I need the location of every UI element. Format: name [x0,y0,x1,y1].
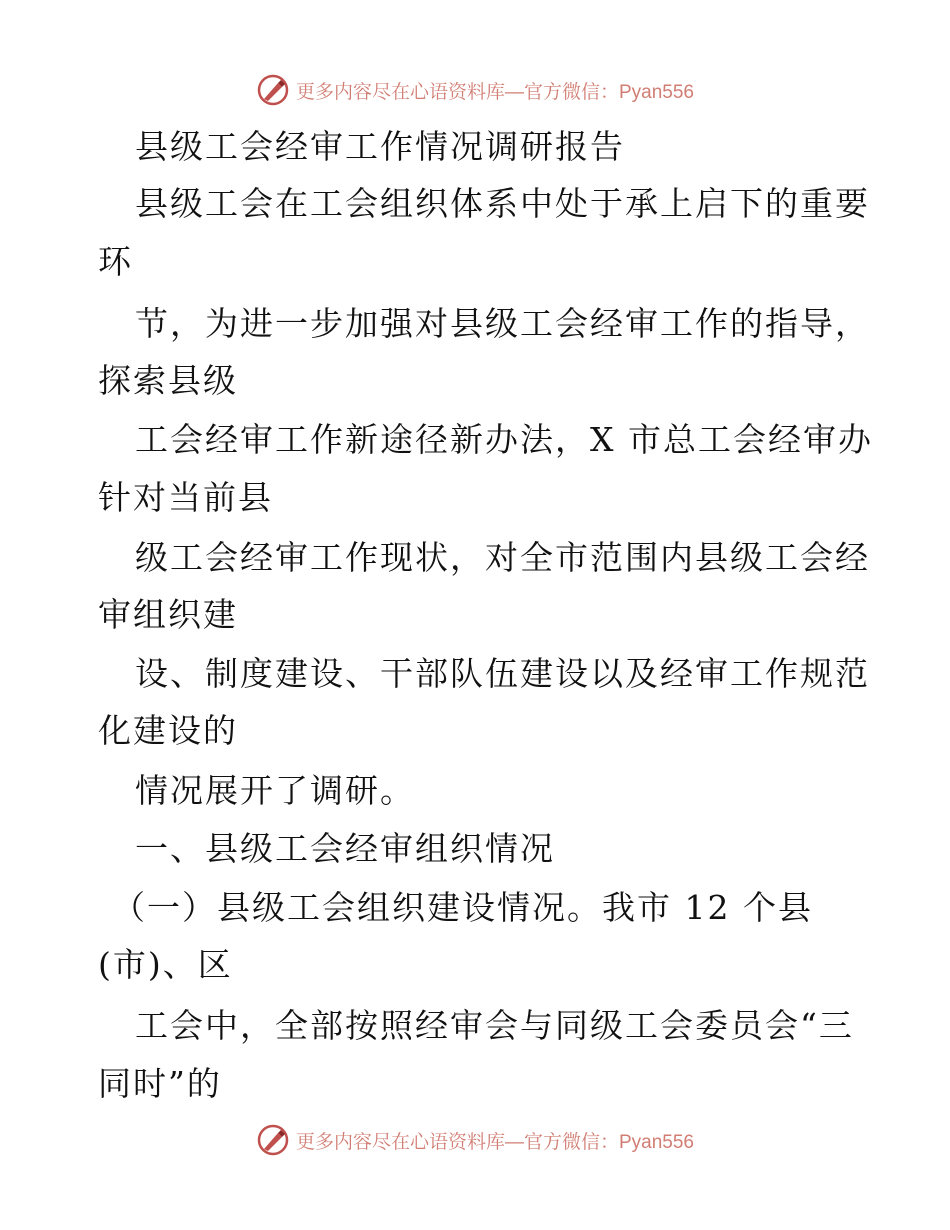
paragraph-line: 同时”的 [98,1064,222,1103]
footer-watermark-banner [0,1120,950,1160]
paragraph-line: 县级工会在工会组织体系中处于承上启下的重要 [135,184,870,223]
paragraph-line: (市)、区 [98,945,233,984]
document-title: 县级工会经审工作情况调研报告 [135,127,625,166]
paragraph-line: 工会中，全部按照经审会与同级工会委员会“三 [135,1006,854,1045]
pen-logo-icon [256,73,290,107]
paragraph-line: 级工会经审工作现状，对全市范围内县级工会经 [135,538,870,577]
paragraph-line: 针对当前县 [98,478,273,517]
paragraph-line: 化建设的 [98,711,238,750]
paragraph-line: 环 [98,242,133,281]
header-watermark-banner [0,70,950,110]
paragraph-line: 探索县级 [98,361,238,400]
pen-logo-icon [256,1123,290,1157]
paragraph-line: 工会经审工作新途径新办法，X 市总工会经审办 [135,420,873,459]
watermark-text: 更多内容尽在心语资料库—官方微信：Pyan556 [295,81,694,103]
watermark-text: 更多内容尽在心语资料库—官方微信：Pyan556 [295,1131,694,1153]
paragraph-line: 节，为进一步加强对县级工会经审工作的指导， [135,304,870,343]
paragraph-line: 设、制度建设、干部队伍建设以及经审工作规范 [135,654,870,693]
paragraph-line: 情况展开了调研。 [135,771,415,810]
section-heading: 一、县级工会经审组织情况 [135,829,555,868]
paragraph-line: 审组织建 [98,595,238,634]
subsection-heading: （一）县级工会组织建设情况。我市 12 个县 [112,888,813,927]
